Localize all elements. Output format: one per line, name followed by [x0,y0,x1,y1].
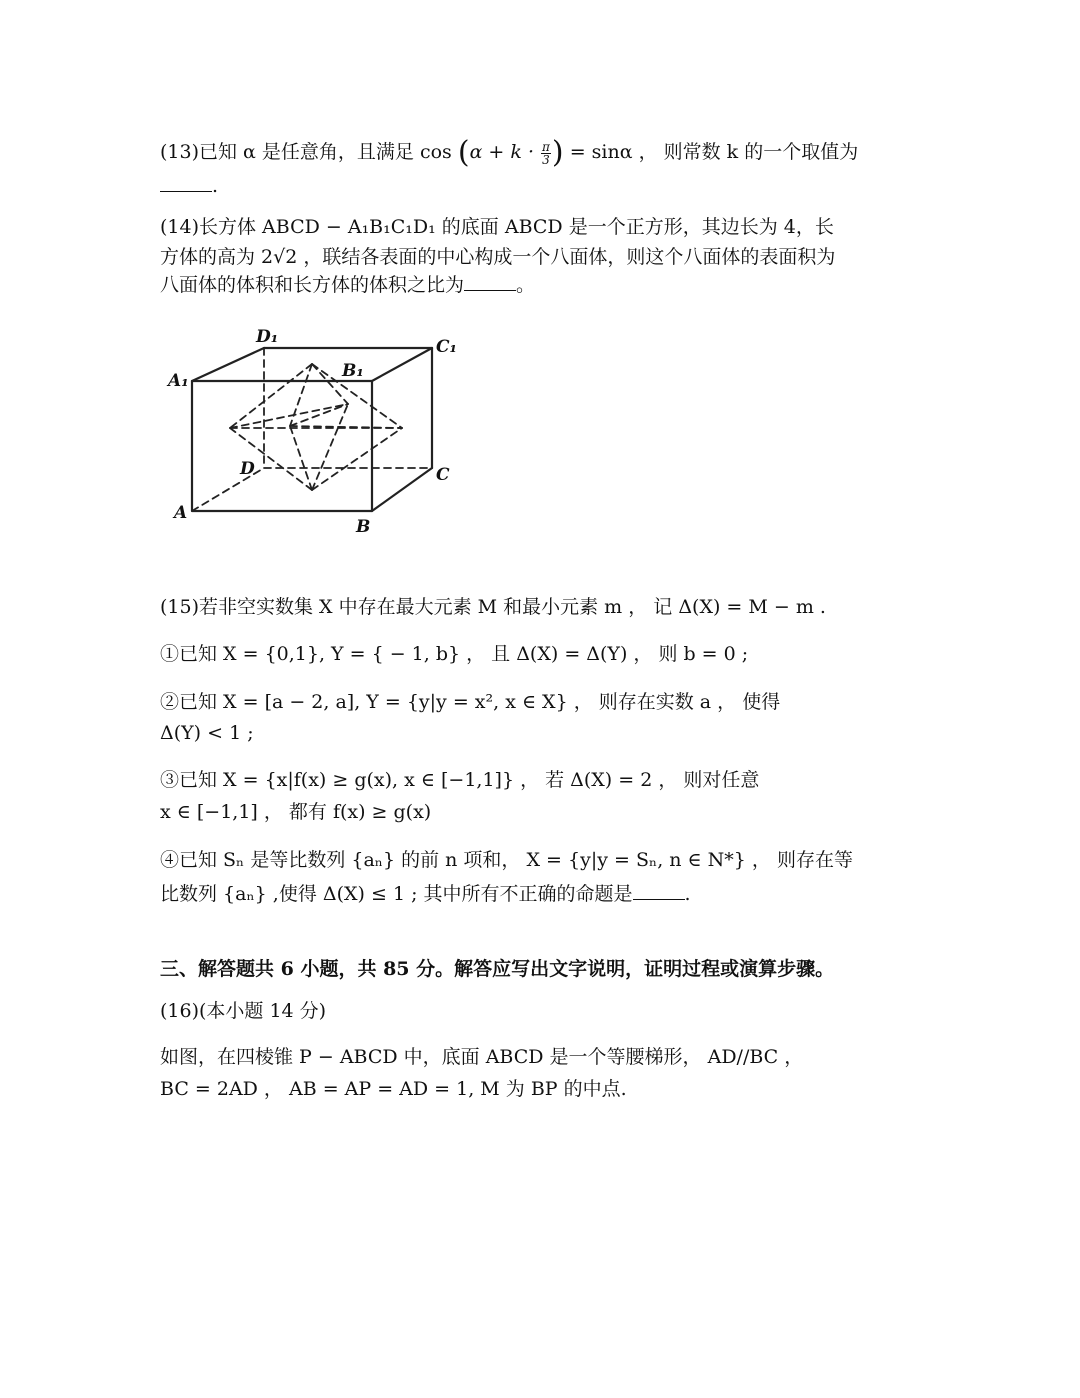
q13-answer-blank [160,173,212,192]
q14-line3-prefix: 八面体的体积和长方体的体积之比为 [160,274,465,296]
label-A1: A₁ [168,371,189,391]
q16-title: (16)(本小题 14 分) [160,1000,327,1022]
q13-prefix: (13)已知 α 是任意角，且满足 cos [160,141,452,163]
q15-intro: (15)若非空实数集 X 中存在最大元素 M 和最小元素 m ， 记 Δ(X) = M − m . [160,596,826,618]
q13-suffix: = sinα ， 则常数 k 的一个取值为 [569,141,859,163]
label-B1: B₁ [342,361,364,381]
q13-expr-inner: α + k · [469,141,534,163]
label-D: D [240,459,255,479]
cuboid-octahedron-figure [160,318,480,538]
q15-item4-line2-suffix: . [684,883,691,905]
label-D1: D₁ [256,327,279,347]
q15-item4-line1: ④已知 Sₙ 是等比数列 {aₙ} 的前 n 项和， X = {y|y = Sₙ, n ∈ N*} ， 则存在等 [160,849,853,871]
label-A: A [174,503,188,523]
q14-line3 [160,271,535,299]
q15-item1: ①已知 X = {0,1}, Y = { − 1, b} ， 且 Δ(X) = Δ(Y) ， 则 b = 0 ; [160,643,749,665]
q14-line3-suffix: 。 [516,274,536,296]
q13-frac-den: 3 [542,152,550,167]
q15-item2-line2: Δ(Y) < 1 ; [160,722,254,744]
q15-item3-line1: ③已知 X = {x|f(x) ≥ g(x), x ∈ [−1,1]} ， 若 Δ(X) = 2 ， 则对任意 [160,769,760,791]
q13-line2-suffix: . [212,175,219,197]
label-C: C [436,465,450,485]
q13-left-paren: ( [457,135,470,170]
q14-answer-blank [464,272,516,291]
q13-fraction [541,141,551,166]
q13-frac-num: π [542,139,550,154]
label-C1: C₁ [436,337,457,357]
q14-line1: (14)长方体 ABCD − A₁B₁C₁D₁ 的底面 ABCD 是一个正方形，其边长为 4，长 [160,216,834,238]
edge-BC [372,468,432,511]
q15-item2-line1: ②已知 X = [a − 2, a], Y = {y|y = x², x ∈ X} ， 则存在实数 a ， 使得 [160,691,781,713]
q13-line1 [160,135,859,170]
q13-line2 [160,172,218,200]
q15-item4-line2 [160,880,691,908]
q15-item3-line2: x ∈ [−1,1] ， 都有 f(x) ≥ g(x) [160,801,432,823]
section3-heading: 三、解答题共 6 小题，共 85 分。解答应写出文字说明，证明过程或演算步骤。 [160,958,835,980]
q16-line2: BC = 2AD ， AB = AP = AD = 1, M 为 BP 的中点. [160,1078,627,1100]
label-B: B [356,517,371,537]
edge-A1D1 [192,348,264,381]
q14-line2: 方体的高为 2√2 ，联结各表面的中心构成一个八面体，则这个八面体的表面积为 [160,246,836,268]
q15-answer-blank [633,881,685,900]
q15-item4-line2-prefix: 比数列 {aₙ} ,使得 Δ(X) ≤ 1 ; 其中所有不正确的命题是 [160,883,633,905]
edge-B1C1 [372,348,432,381]
q16-line1: 如图，在四棱锥 P − ABCD 中，底面 ABCD 是一个等腰梯形， AD//BC ， [160,1046,804,1068]
q13-right-paren: ) [551,135,564,170]
